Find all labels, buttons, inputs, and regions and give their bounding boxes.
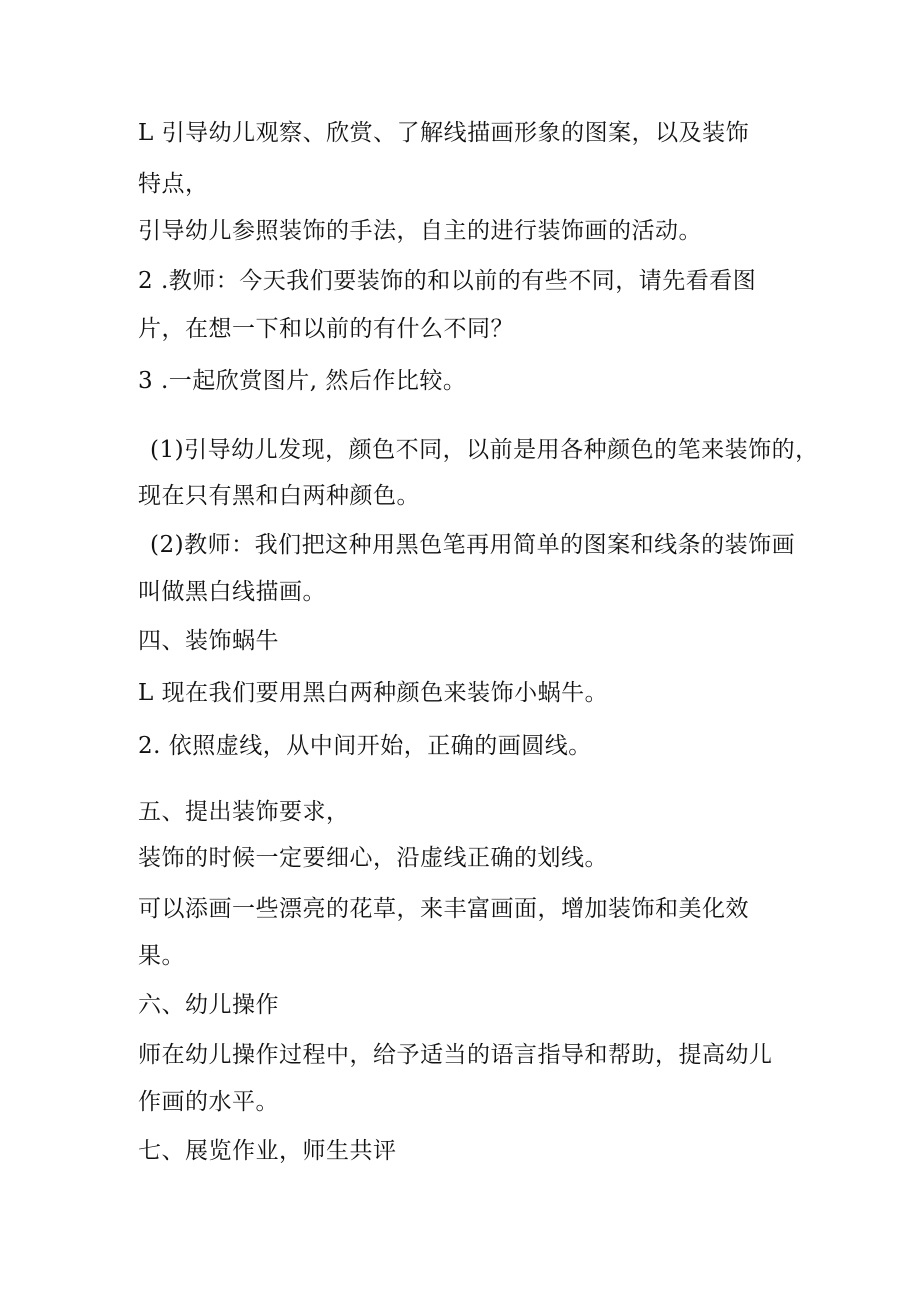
text-line: 果。 [138,943,185,969]
text-line: 3 .一起欣赏图片, 然后作比较。 [138,368,467,394]
text-line: 2 .教师：今天我们要装饰的和以前的有些不同，请先看看图 [138,268,757,294]
text-line: (2)教师：我们把这种用黑色笔再用简单的图案和线条的装饰画 [150,532,796,558]
section-heading: 七、展览作业，师生共评 [138,1138,397,1164]
text-line: 叫做黑白线描画。 [138,579,326,605]
text-line: L 引导幼儿观察、欣赏、了解线描画形象的图案，以及装饰 [138,120,750,146]
text-line: 可以添画一些漂亮的花草，来丰富画面，增加装饰和美化效 [138,896,749,922]
text-line: 师在幼儿操作过程中，给予适当的语言指导和帮助，提高幼儿 [138,1042,773,1068]
text-line: 作画的水平。 [138,1089,279,1115]
text-line: (1)引导幼儿发现，颜色不同，以前是用各种颜色的笔来装饰的， [150,437,819,463]
text-line: 2. 依照虚线，从中间开始，正确的画圆线。 [138,733,592,759]
section-heading: 四、装饰蜗牛 [138,628,279,654]
text-line: 引导幼儿参照装饰的手法，自主的进行装饰画的活动。 [138,218,702,244]
text-line: 特点， [138,171,209,197]
text-line: 现在只有黑和白两种颜色。 [138,483,420,509]
text-line: 片，在想一下和以前的有什么不同？ [138,316,514,342]
text-line: L 现在我们要用黑白两种颜色来装饰小蜗牛。 [138,680,609,706]
text-line: 装饰的时候一定要细心，沿虚线正确的划线。 [138,845,608,871]
section-heading: 五、提出装饰要求， [138,799,350,825]
section-heading: 六、幼儿操作 [138,992,279,1018]
